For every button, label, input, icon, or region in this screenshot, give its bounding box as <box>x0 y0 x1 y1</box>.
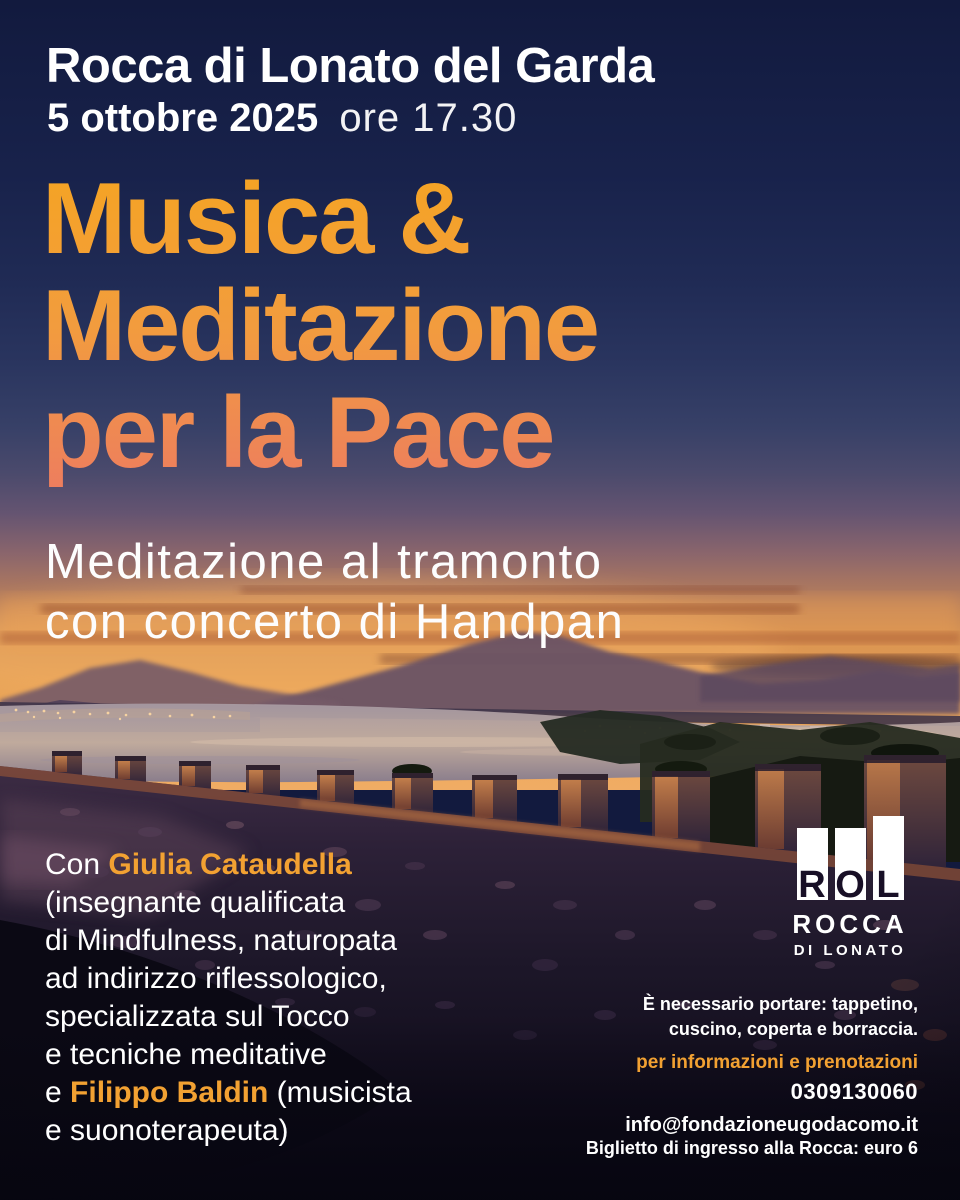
subtitle-line-1: Meditazione al tramonto <box>45 535 603 589</box>
subtitle-line-2: con concerto di Handpan <box>45 595 625 649</box>
event-date: 5 ottobre 2025 <box>47 96 319 140</box>
logo-letter-r: R <box>798 863 826 906</box>
phone-number: 0309130060 <box>790 1079 918 1104</box>
logo-bar-l <box>873 816 904 906</box>
logo-subname: DI LONATO <box>793 942 907 959</box>
presenter-name-giulia: Giulia Cataudella <box>108 848 352 881</box>
date-line <box>47 96 517 141</box>
presenter-desc-line: e tecniche meditative <box>45 1038 327 1071</box>
main-title-line-3: per la Pace <box>42 377 554 489</box>
main-title <box>42 163 598 489</box>
ticket-price-line: Biglietto di ingresso alla Rocca: euro 6 <box>585 1138 918 1158</box>
presenter-desc-line: (insegnante qualificata <box>45 886 346 919</box>
presenter-name-filippo: Filippo Baldin <box>70 1076 269 1109</box>
presenter-desc-line: di Mindfulness, naturopata <box>45 924 397 957</box>
presenter-line-7 <box>45 1074 412 1112</box>
presenter-conj: e <box>45 1076 71 1109</box>
logo-bars <box>780 812 920 906</box>
presenter-last-line: e suonoterapeuta) <box>45 1114 289 1147</box>
presenter-after-name: (musicista <box>268 1076 412 1109</box>
main-title-line-1: Musica & <box>42 163 470 275</box>
email-address: info@fondazioneugodacomo.it <box>625 1114 918 1136</box>
logo-bar-r <box>797 828 828 906</box>
presenters-block <box>45 846 412 1150</box>
logo-letter-l: L <box>876 863 900 906</box>
info-block <box>625 992 918 1137</box>
logo-bar-o <box>835 828 866 906</box>
presenter-prefix: Con <box>45 848 109 881</box>
venue-title: Rocca di Lonato del Garda <box>46 39 655 93</box>
rocca-di-lonato-logo <box>780 812 920 959</box>
presenter-desc-line: ad indirizzo riflessologico, <box>45 962 387 995</box>
presenter-line-1 <box>45 846 412 884</box>
presenter-desc-line: specializzata sul Tocco <box>45 1000 350 1033</box>
main-title-line-2: Meditazione <box>42 270 598 382</box>
logo-name: ROCCA <box>792 909 908 939</box>
bring-items-line: cuscino, coperta e borraccia. <box>668 1019 918 1039</box>
subtitle <box>45 532 624 652</box>
logo-letter-o: O <box>835 863 865 906</box>
bring-items-line: È necessario portare: tappetino, <box>642 994 918 1014</box>
contact-label: per informazioni e prenotazioni <box>636 1052 918 1073</box>
event-time: ore 17.30 <box>339 96 518 140</box>
